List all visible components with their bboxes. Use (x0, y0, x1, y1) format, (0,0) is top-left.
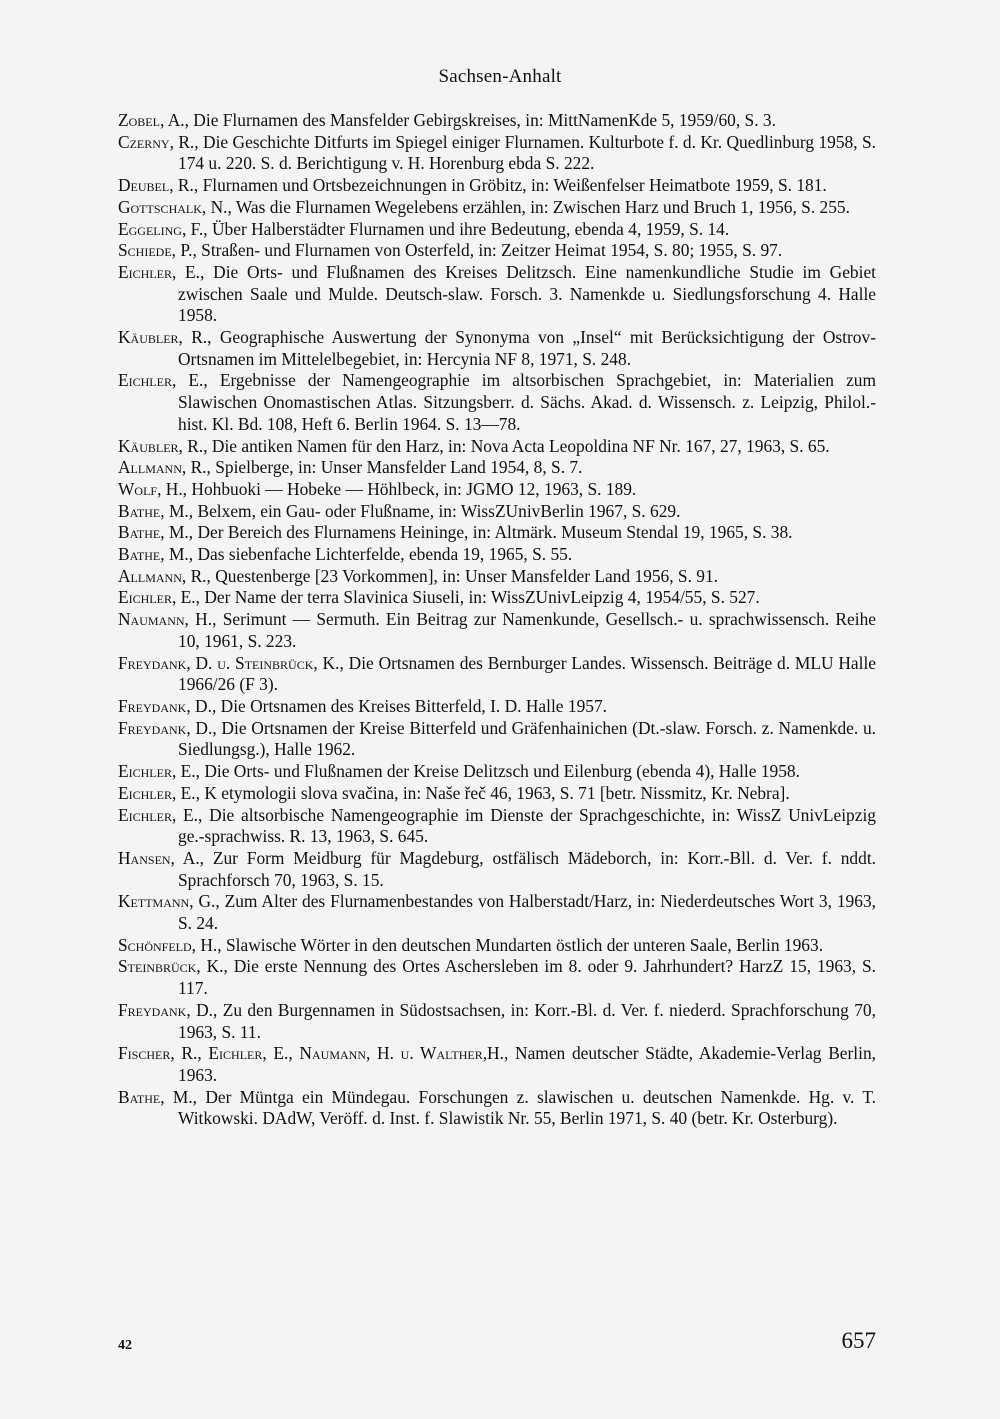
entry-author: Allmann, R., (118, 457, 211, 478)
bibliography-entry (118, 436, 876, 458)
entry-author: Kettmann, G., (118, 891, 220, 912)
entry-text: Der Bereich des Flurnamens Heininge, in: Altmärk. Museum Stendal 19, 1965, S. 38. (193, 522, 793, 543)
bibliography-entry (118, 370, 876, 435)
entry-text: Die erste Nennung des Ortes Aschersleben im 8. oder 9. Jahrhundert? HarzZ 15, 1963, S. 117. (178, 956, 876, 999)
entry-text: Zur Form Meidburg für Magdeburg, ostfälisch Mädeborch, in: Korr.-Bll. d. Ver. f. nddt. Sprachforsch 70, 1963, S. 15. (178, 847, 876, 890)
entry-text: Geographische Auswertung der Synonyma von „Insel“ mit Berücksichtigung der Ostrov-Ortsnamen im Mittelelbegebiet, in: Hercynia NF 8, 1971, S. 248. (178, 327, 876, 369)
entry-author: Wolf, H., (118, 478, 188, 499)
entry-author: Allmann, R., (118, 565, 211, 586)
entry-author: Käubler, R., (118, 435, 208, 456)
signature-mark: 42 (118, 1338, 132, 1353)
entry-text: Belxem, ein Gau- oder Flußname, in: WissZUnivBerlin 1967, S. 629. (193, 500, 681, 521)
bibliography-entry (118, 240, 876, 262)
entry-author: Eichler, E., (118, 261, 205, 282)
bibliography-entry (118, 110, 876, 132)
entry-text: Der Müntga ein Mündegau. Forschungen z. slawischen u. deutschen Namenkde. Hg. v. T. Witkowski. DAdW, Veröff. d. Inst. f. Slawistik Nr. 55, Berlin 1971, S. 40 (betr. Kr. Osterburg). (178, 1086, 876, 1129)
running-head: Sachsen-Anhalt (438, 66, 562, 87)
entry-text: Die Orts- und Flußnamen des Kreises Delitzsch. Eine namenkundliche Studie im Gebiet zwischen Saale und Mulde. Deutsch-slaw. Forsch. 3. Namenkde u. Siedlungsforschung 4. Halle 1958. (178, 261, 876, 326)
entry-author: Deubel, R., (118, 175, 199, 196)
entry-author: Schiede, P., (118, 240, 197, 261)
entry-text: Die Orts- und Flußnamen der Kreise Delitzsch und Eilenburg (ebenda 4), Halle 1958. (199, 761, 800, 782)
entry-text: Flurnamen und Ortsbezeichnungen in Gröbitz, in: Weißenfelser Heimatbote 1959, S. 181. (198, 175, 827, 196)
entry-text: Die Flurnamen des Mansfelder Gebirgskreises, in: MittNamenKde 5, 1959/60, S. 3. (188, 110, 776, 130)
bibliography-entry (118, 197, 876, 219)
bibliography-entry (118, 1043, 876, 1086)
entry-author: Bathe, M., (118, 1086, 198, 1107)
bibliography-entry (118, 1087, 876, 1130)
entry-author: Hansen, A., (118, 847, 205, 868)
entry-text: Das siebenfache Lichterfelde, ebenda 19, 1965, S. 55. (193, 544, 573, 565)
entry-author: Eichler, E., (118, 782, 200, 803)
bibliography-entry (118, 132, 876, 175)
entry-author: Zobel, A., (118, 110, 189, 130)
bibliography-entry (118, 1000, 876, 1043)
entry-author: Eichler, E., (118, 370, 208, 391)
entry-author: Bathe, M., (118, 522, 194, 543)
bibliography-entry (118, 956, 876, 999)
entry-text: Serimunt — Sermuth. Ein Beitrag zur Namenkunde, Gesellsch.- u. sprachwissensch. Reihe 10, 1961, S. 223. (178, 609, 876, 651)
entry-text: Spielberge, in: Unser Mansfelder Land 1954, 8, S. 7. (210, 457, 583, 478)
bibliography-entry (118, 609, 876, 652)
bibliography-entry (118, 783, 876, 805)
entry-text: K etymologii slova svačina, in: Naše řeč 46, 1963, S. 71 [betr. Nissmitz, Kr. Nebra]. (199, 782, 790, 803)
entry-text: Zu den Burgennamen in Südostsachsen, in: Korr.-Bl. d. Ver. f. niederd. Sprachforschung 70, 1963, S. 11. (178, 999, 876, 1042)
page-number: 657 (841, 1328, 876, 1353)
bibliography-entry (118, 761, 876, 783)
bibliography-entry (118, 848, 876, 891)
bibliography-entry (118, 653, 876, 696)
entry-author: Eichler, E., (118, 587, 200, 608)
entry-author: Freydank, D., (118, 695, 217, 716)
bibliography-entry (118, 696, 876, 718)
entry-author: Czerny, R., (118, 131, 199, 152)
bibliography-entry (118, 219, 876, 241)
entry-author: Gottschalk, N., (118, 196, 232, 217)
entry-text: Die Ortsnamen des Kreises Bitterfeld, I. D. Halle 1957. (216, 695, 608, 716)
bibliography-entry (118, 718, 876, 761)
bibliography-entry (118, 522, 876, 544)
entry-author: Eggeling, F., (118, 218, 208, 239)
entry-text: Die Geschichte Ditfurts im Spiegel einiger Flurnamen. Kulturbote f. d. Kr. Quedlinburg 1958, S. 174 u. 220. S. d. Berichtigung v. H. Horenburg ebda S. 222. (178, 131, 876, 174)
entry-author: Bathe, M., (118, 500, 194, 521)
entry-text: Der Name der terra Slavinica Siuseli, in: WissZUnivLeipzig 4, 1954/55, S. 527. (199, 587, 760, 608)
entry-text: Die Ortsnamen des Bernburger Landes. Wissensch. Beiträge d. MLU Halle 1966/26 (F 3). (178, 652, 877, 695)
entry-text: Hohbuoki — Hobeke — Höhlbeck, in: JGMO 12, 1963, S. 189. (187, 478, 637, 499)
entry-text: Über Halberstädter Flurnamen und ihre Bedeutung, ebenda 4, 1959, S. 14. (207, 218, 730, 239)
bibliography-entry (118, 544, 876, 566)
bibliography-entry (118, 175, 876, 197)
bibliography-entry (118, 327, 876, 370)
entry-author: Käubler, R., (118, 327, 212, 348)
bibliography-list (118, 110, 876, 1130)
entry-author: Freydank, D., (118, 717, 217, 738)
bibliography-entry (118, 891, 876, 934)
entry-author: Steinbrück, K., (118, 956, 228, 977)
entry-text: Die antiken Namen für den Harz, in: Nova Acta Leopoldina NF Nr. 167, 27, 1963, S. 65. (207, 435, 830, 456)
entry-author: Freydank, D. u. Steinbrück, K., (118, 652, 344, 673)
bibliography-entry (118, 479, 876, 501)
entry-text: Slawische Wörter in den deutschen Mundarten östlich der unteren Saale, Berlin 1963. (221, 934, 824, 955)
bibliography-entry (118, 935, 876, 957)
bibliography-entry (118, 587, 876, 609)
entry-text: Die Ortsnamen der Kreise Bitterfeld und Gräfenhainichen (Dt.-slaw. Forsch. z. Namenkde. u. Siedlungsg.), Halle 1962. (178, 717, 877, 760)
entry-text: Straßen- und Flurnamen von Osterfeld, in: Zeitzer Heimat 1954, S. 80; 1955, S. 97. (196, 240, 783, 261)
bibliography-entry (118, 501, 876, 523)
entry-author: Bathe, M., (118, 544, 194, 565)
entry-text: Was die Flurnamen Wegelebens erzählen, in: Zwischen Harz und Bruch 1, 1956, S. 255. (231, 196, 850, 217)
bibliography-entry (118, 262, 876, 327)
entry-author: Eichler, E., (118, 761, 200, 782)
bibliography-entry (118, 457, 876, 479)
entry-text: Ergebnisse der Namengeographie im altsorbischen Sprachgebiet, in: Materialien zum Slawischen Onomastischen Atlas. Sitzungsberr. d. Sächs. Akad. d. Wissensch. z. Leipzig, Philol.-hist. Kl. Bd. 108, Heft 6. Berlin 1964. S. 13—78. (178, 370, 877, 434)
entry-author: Eichler, E., (118, 804, 203, 825)
entry-author: Naumann, H., (118, 609, 217, 630)
bibliography-entry (118, 805, 876, 848)
entry-author: Fischer, R., Eichler, E., Naumann, H. u. Walther,H., (118, 1043, 509, 1064)
entry-text: Zum Alter des Flurnamenbestandes von Halberstadt/Harz, in: Niederdeutsches Wort 3, 1963, S. 24. (178, 891, 876, 934)
entry-text: Die altsorbische Namengeographie im Dienste der Sprachgeschichte, in: WissZ UnivLeipzig ge.-sprachwiss. R. 13, 1963, S. 645. (178, 804, 877, 847)
entry-text: Namen deutscher Städte, Akademie-Verlag Berlin, 1963. (178, 1043, 877, 1085)
entry-author: Schönfeld, H., (118, 934, 222, 955)
bibliography-entry (118, 566, 876, 588)
entry-text: Questenberge [23 Vorkommen], in: Unser Mansfelder Land 1956, S. 91. (210, 565, 719, 586)
entry-author: Freydank, D., (118, 999, 218, 1020)
